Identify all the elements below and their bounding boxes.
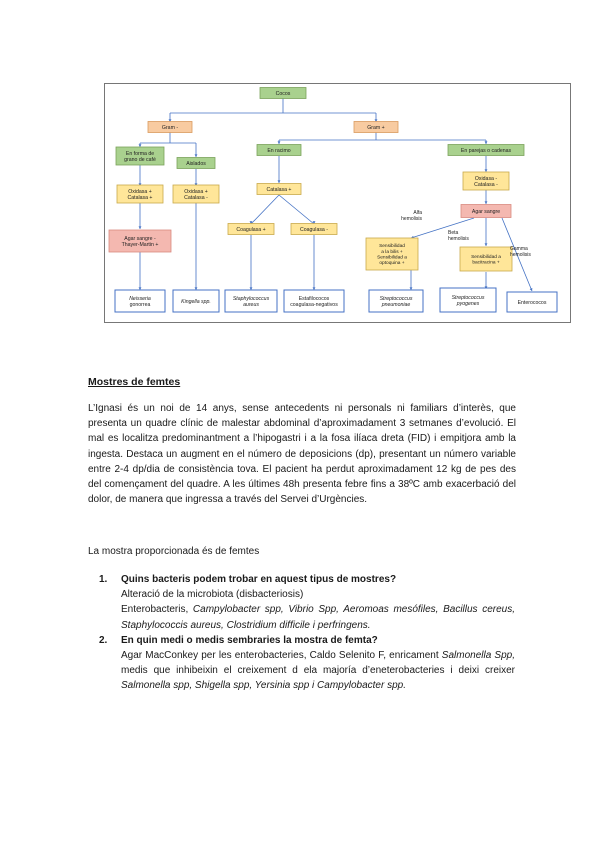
question-title: Quins bacteris podem trobar en aquest tipus de mostres? [121,574,397,585]
node-oxidasa-catalasa-2-text: Catalasa - [184,194,208,201]
node-cocos-text: Cocos [275,90,291,97]
node-en-parejas [448,145,524,156]
node-oxidasa-catalasa-2 [173,185,219,203]
node-coagulasa-neg-text: Coagulasa - [300,226,328,233]
node-sens-optoquina-text: optoquina + [379,261,405,267]
node-strep-pyogenes [440,288,496,312]
node-strep-pneumoniae-text: Streptococcus [379,295,413,302]
node-sens-bacitracina-text: bacitracina + [472,260,500,266]
node-sens-optoquina-text: Sensibilidad [379,244,405,250]
node-agar-thayer-text: Agar sangre - [124,235,156,242]
node-coagulasa-pos [228,224,274,235]
node-oxidasa-catalasa-3-text: Catalasa - [474,181,498,188]
node-gram-pos-text: Gram + [367,124,385,131]
node-cocos [260,88,306,99]
node-en-parejas-text: En parejas o cadenas [460,147,512,154]
node-oxidasa-catalasa-1-text: Oxidasa + [128,188,152,195]
question-number: 2. [99,634,108,646]
node-agar-thayer-text: Thayer-Martin + [121,241,159,248]
node-oxidasa-catalasa-3-text: Oxidasa - [474,175,498,182]
node-gram-pos [354,122,398,133]
node-staph-aureus [225,290,277,312]
node-gram-neg-text: Gram - [161,124,179,131]
node-strep-pyogenes-text: pyogenes [456,300,480,307]
answer-species: Campylobacter spp, Vibrio Spp, Aeromoas mesófiles, Bacillus cereus, Staphylococcis aureus, Clostridium difficile i perfringens. [121,604,515,631]
node-forma-grano-text: grano de café [124,156,156,163]
answer-plain: Agar MacConkey per les enterobacteries, Caldo Selenito F, enricament [121,650,442,662]
answer-text [103,648,515,694]
node-sens-optoquina [366,238,418,270]
edge-label-beta: hemolisis [448,236,469,243]
node-aislados-text: Aislados [186,160,206,167]
question-list [99,572,515,694]
question-item [99,572,515,633]
answer-species: Salmonella spp, Shigella spp, Yersinia spp i Campylobacter spp. [121,680,406,692]
node-catalasa-pos-text: Catalasa + [266,186,292,193]
node-agar-sangre-text: Agar sangre [471,208,501,215]
answer-plain: Enterobacteris, [121,604,193,616]
node-estafilococos-text: coagulasa-negativos [290,301,338,308]
node-agar-sangre [461,205,511,218]
question-title: En quin medi o medis sembraries la mostra de femta? [121,634,378,646]
edge-label-alfa: hemolisis [401,216,422,223]
node-estafilococos [284,290,344,312]
node-agar-thayer [109,230,171,252]
node-strep-pneumoniae [369,290,423,312]
node-coagulasa-pos-text: Coagulasa + [236,226,266,233]
node-gram-neg [148,122,192,133]
node-oxidasa-catalasa-3 [463,172,509,190]
node-neisseria-text: gonorrea [129,301,151,308]
answer-plain: medis que inhibeixin el creixement d ela majoría d’eneterobacteries i deixi creixer [121,665,515,677]
node-enterococos [507,292,557,312]
edge-label-gamma: hemolisis [510,252,531,259]
node-sens-bacitracina [460,247,512,271]
node-staph-aureus-text: aureus [243,301,259,308]
node-kingella-text: Kingella spp. [181,298,211,305]
section-heading: Mostres de femtes [88,376,181,388]
node-oxidasa-catalasa-1-text: Catalasa + [127,194,153,201]
edge-label-alfa: Alfa [413,210,422,216]
node-sens-optoquina-text: Sensibilidad a [377,255,407,261]
question-item [99,633,515,694]
cocci-identification-diagram [104,83,571,323]
edge-label-gamma: Gamma [510,246,528,252]
node-neisseria-text: Neisseria [129,295,151,302]
node-staph-aureus-text: Staphylococcus [232,295,270,302]
node-oxidasa-catalasa-1 [117,185,163,203]
node-neisseria [115,290,165,312]
node-strep-pneumoniae-text: pneumoniae [381,301,411,308]
node-forma-grano [116,147,164,165]
question-number: 1. [99,574,108,585]
node-coagulasa-neg [291,224,337,235]
node-oxidasa-catalasa-2-text: Oxidasa + [184,188,208,195]
node-aislados [177,158,215,169]
node-forma-grano-text: En forma de [125,150,155,157]
node-en-racimo [257,145,301,156]
edge-label-beta: Beta [448,230,459,236]
node-sens-bacitracina-text: Sensibilidad a [471,254,501,260]
node-catalasa-pos [257,184,301,195]
node-kingella [173,290,219,312]
answer-species: Salmonella Spp, [441,650,515,662]
case-paragraph: L’Ignasi és un noi de 14 anys, sense antecedents ni personals ni familiars d’interès, que presenta un quadre clínic de malestar abdominal d’aproximadament 3 setmanes d’evolució. El mal es localitza predominantment a l’hipogastri i a la fosa ilíaca dreta (FID) i empitjora amb la ingesta. Destaca un augment en el número de deposicions (dp), presentant un número variable entre 2-4 dp/dia de consistència tova. El pacient ha perdut aproximadament 12 kg de pes des del començament del quadre. A les últimes 48h presenta febre fins a 38ºC amb exacerbació del dolor, de manera que ingressa a través del Servei d’Urgències. [88,403,516,506]
node-sens-optoquina-text: a la bilis + [381,249,403,255]
sample-intro: La mostra proporcionada és de femtes [88,546,260,557]
answer-text [103,602,515,632]
node-enterococos-text: Enterococos [517,299,547,306]
node-estafilococos-text: Estafilococos [298,295,330,302]
node-en-racimo-text: En racimo [267,147,291,154]
answer-line: Alteració de la microbiota (disbacteriosis) [121,589,304,601]
node-strep-pyogenes-text: Streptococcus [451,294,485,301]
